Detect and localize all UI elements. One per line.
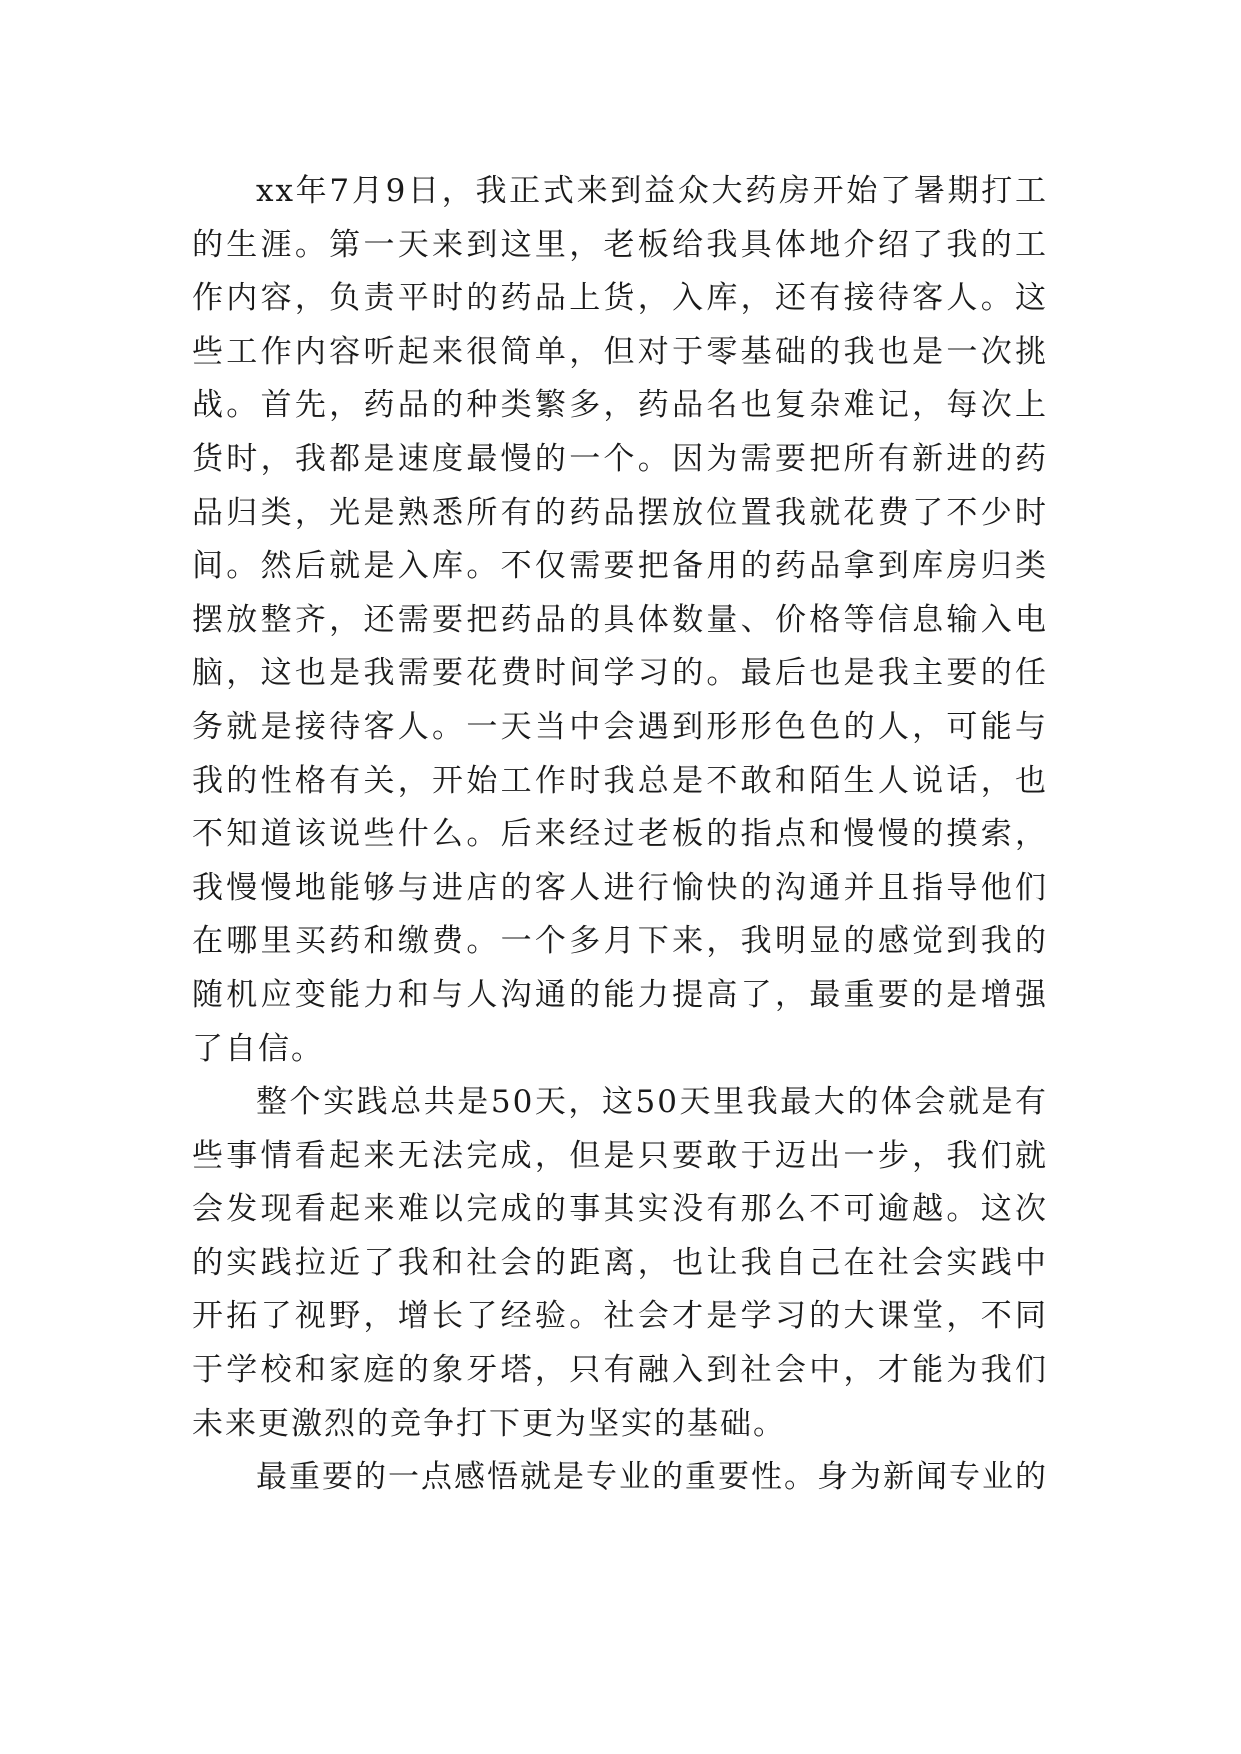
paragraph-summer-job: xx年7月9日，我正式来到益众大药房开始了暑期打工的生涯。第一天来到这里，老板给我具体地介绍了我的工作内容，负责平时的药品上货，入库，还有接待客人。这些工作内容听起来很简单，但对于零基础的我也是一次挑战。首先，药品的种类繁多，药品名也复杂难记，每次上货时，我都是速度最慢的一个。因为需要把所有新进的药品归类，光是熟悉所有的药品摆放位置我就花费了不少时间。然后就是入库。不仅需要把备用的药品拿到库房归类摆放整齐，还需要把药品的具体数量、价格等信息输入电脑，这也是我需要花费时间学习的。最后也是我主要的任务就是接待客人。一天当中会遇到形形色色的人，可能与我的性格有关，开始工作时我总是不敢和陌生人说话，也不知道该说些什么。后来经过老板的指点和慢慢的摸索，我慢慢地能够与进店的客人进行愉快的沟通并且指导他们在哪里买药和缴费。一个多月下来，我明显的感觉到我的随机应变能力和与人沟通的能力提高了，最重要的是增强了自信。 — [192, 173, 1048, 1067]
paragraph-practice-reflection: 整个实践总共是50天，这50天里我最大的体会就是有些事情看起来无法完成，但是只要敢于迈出一步，我们就会发现看起来难以完成的事其实没有那么不可逾越。这次的实践拉近了我和社会的距离，也让我自己在社会实践中开拓了视野，增长了经验。社会才是学习的大课堂，不同于学校和家庭的象牙塔，只有融入到社会中，才能为我们未来更激烈的竞争打下更为坚实的基础。 — [192, 1084, 1048, 1442]
document-body — [192, 165, 1048, 1505]
paragraph-major-importance: 最重要的一点感悟就是专业的重要性。身为新闻专业的 — [256, 1459, 1048, 1496]
